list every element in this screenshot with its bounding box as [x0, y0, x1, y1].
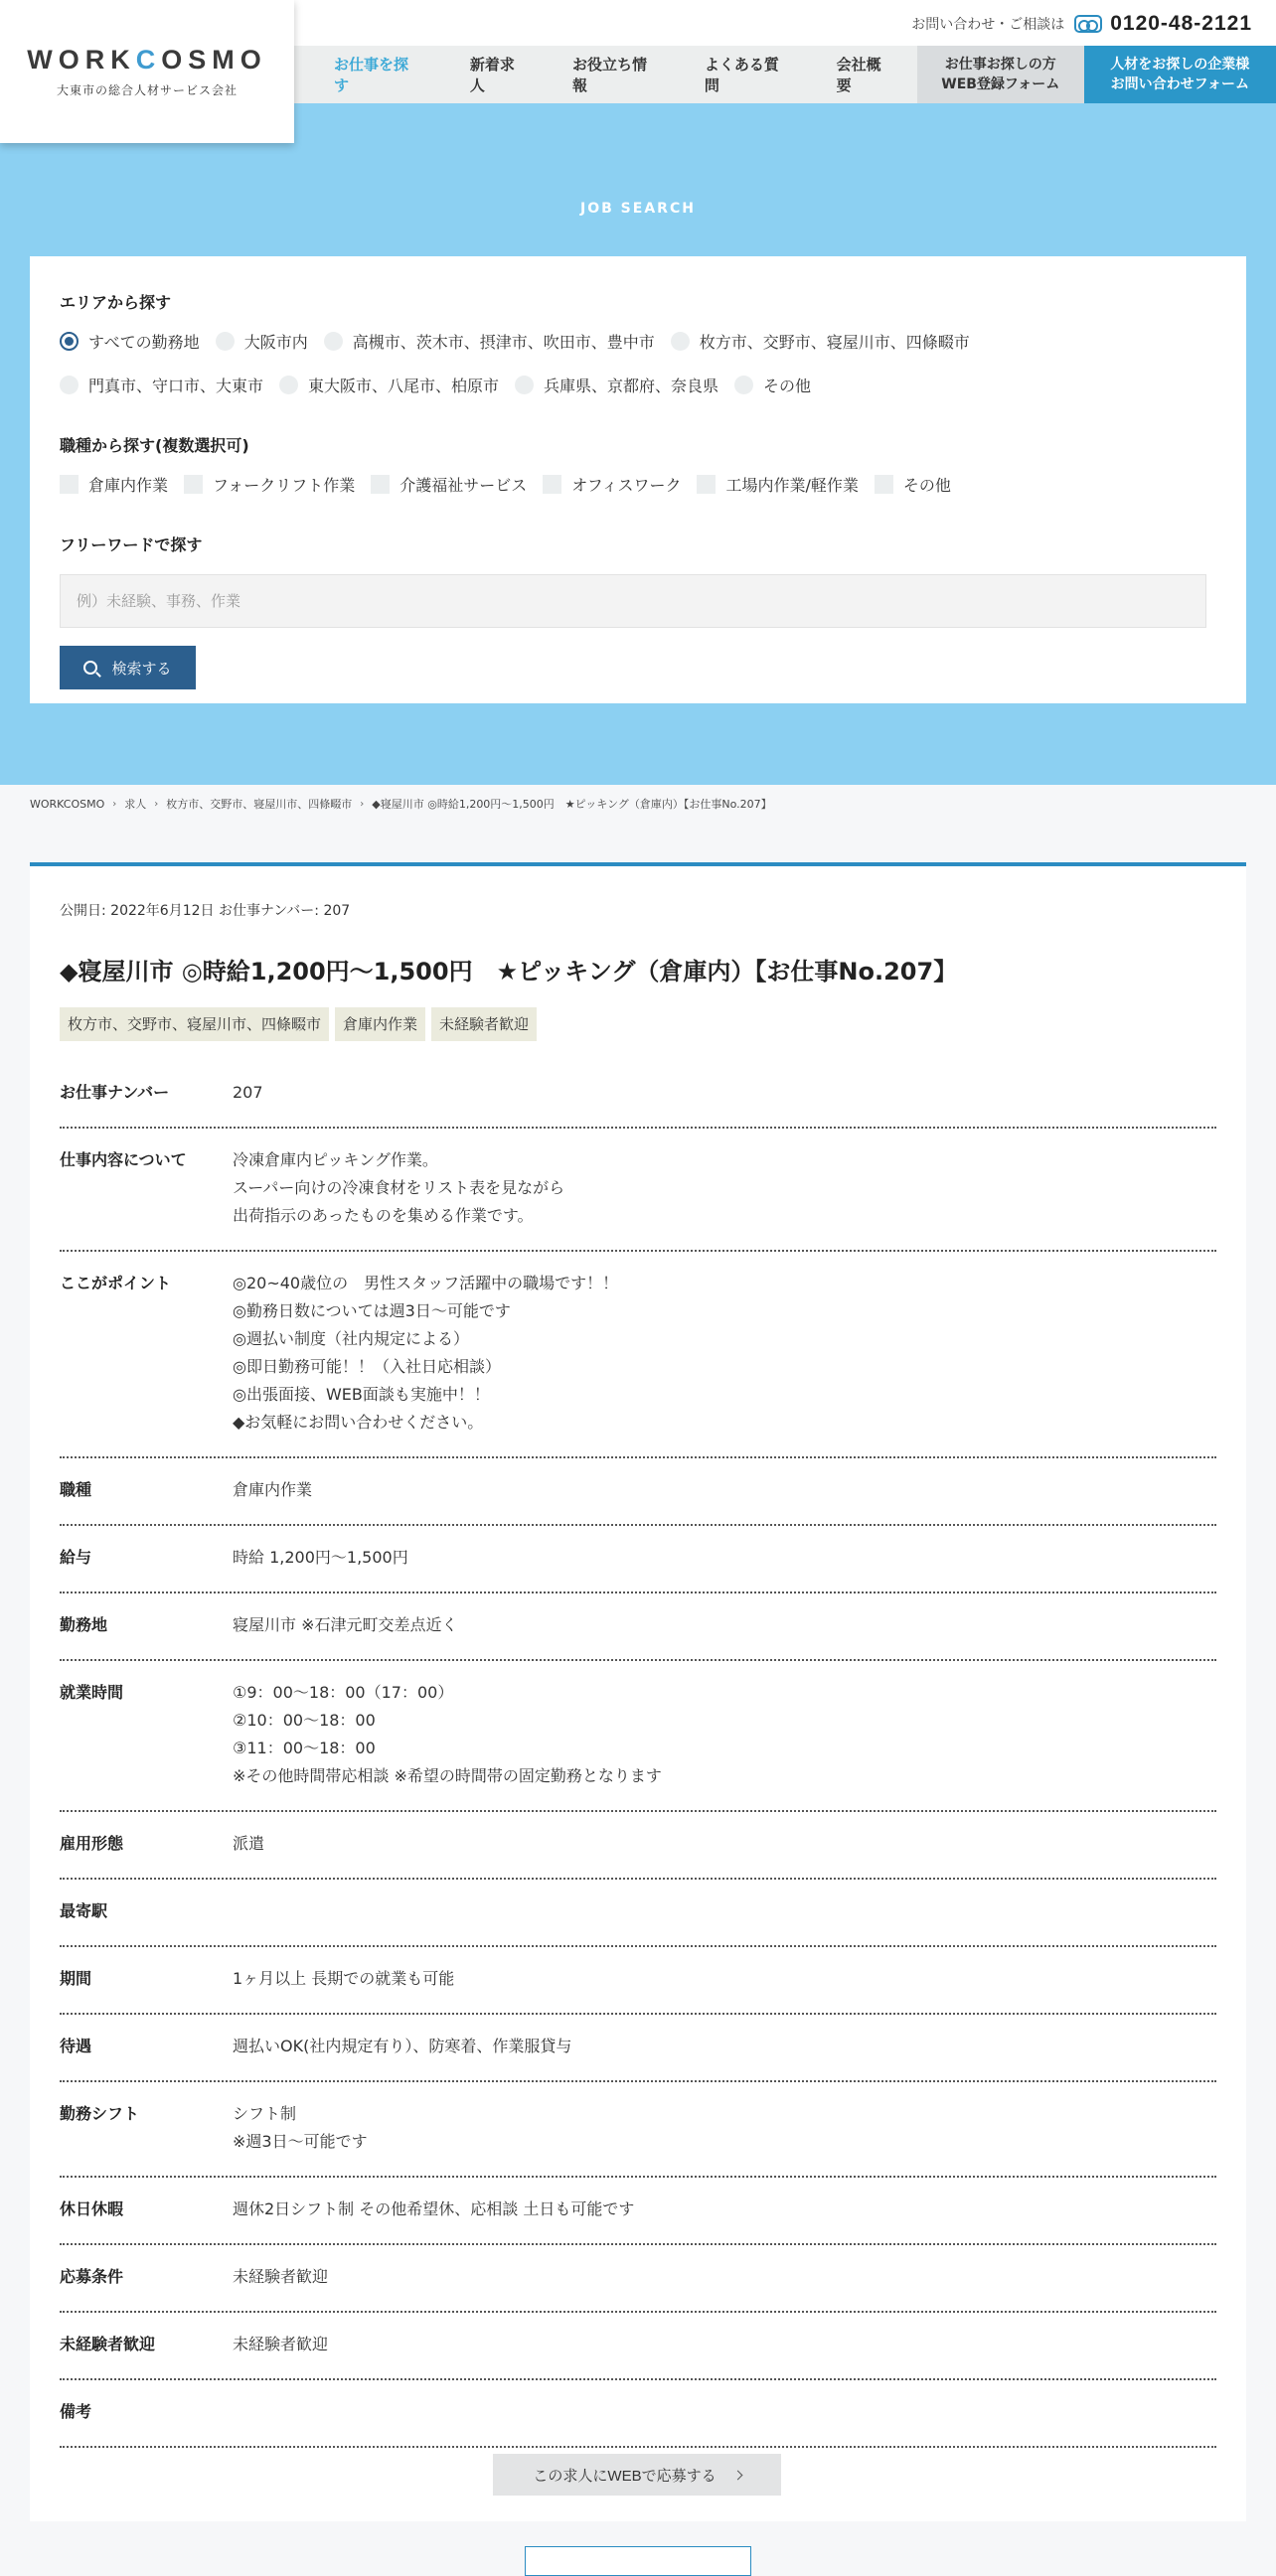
detail-row-points: ここがポイント ◎20~40歳位の 男性スタッフ活躍中の職場です！！ ◎勤務日数については週3日〜可能です ◎週払い制度（社内規定による） ◎即日勤務可能！！（入社日応相談） ◎出張面接、WEB面談も実施中！！ ◆お気軽にお問い合わせください。 — [60, 1252, 1216, 1458]
area-option-takatsuki[interactable]: 高槻市、茨木市、摂津市、吹田市、豊中市 — [324, 330, 655, 353]
tag-job-type[interactable]: 倉庫内作業 — [335, 1007, 425, 1041]
nav-company-contact[interactable]: 人材をお探しの企業様 お問い合わせフォーム — [1084, 46, 1276, 103]
site-header — [0, 0, 1276, 103]
job-title: ◆寝屋川市 ◎時給1,200円〜1,500円 ★ピッキング（倉庫内）【お仕事No.207】 — [60, 958, 958, 985]
detail-row-requirements: 応募条件 未経験者歓迎 — [60, 2245, 1216, 2313]
tag-area[interactable]: 枚方市、交野市、寝屋川市、四條畷市 — [60, 1007, 329, 1041]
job-type-forklift[interactable]: フォークリフト作業 — [184, 473, 355, 496]
job-tags — [60, 1007, 543, 1041]
job-search-section — [0, 103, 1276, 785]
main-nav — [294, 46, 1276, 103]
keyword-title: フリーワードで探す — [60, 535, 203, 554]
logo-tagline: 大東市の総合人材サービス会社 — [56, 83, 238, 97]
chevron-right-icon: › — [112, 798, 117, 810]
job-type-row — [60, 473, 967, 496]
detail-row-period: 期間 1ヶ月以上 長期での就業も可能 — [60, 1947, 1216, 2015]
detail-row-holidays: 休日休暇 週休2日シフト制 その他希望休、応相談 土日も可能です — [60, 2178, 1216, 2245]
search-icon — [83, 661, 97, 675]
detail-row-employment: 雇用形態 派遣 — [60, 1812, 1216, 1880]
area-row-2 — [60, 374, 827, 396]
area-option-higashiosaka[interactable]: 東大阪市、八尾市、柏原市 — [279, 374, 499, 396]
breadcrumb-jobs[interactable]: 求人 — [124, 798, 147, 811]
phone-number[interactable]: 0120-48-2121 — [1110, 12, 1252, 35]
breadcrumb-current: ◆寝屋川市 ◎時給1,200円〜1,500円 ★ピッキング（倉庫内）【お仕事No.207】 — [372, 798, 772, 811]
section-label: JOB SEARCH — [580, 201, 696, 217]
site-logo[interactable] — [0, 0, 294, 143]
area-option-osaka[interactable]: 大阪市内 — [216, 330, 308, 353]
tag-inexperienced[interactable]: 未経験者歓迎 — [431, 1007, 537, 1041]
area-row-1 — [60, 330, 986, 353]
area-option-hirakata[interactable]: 枚方市、交野市、寝屋川市、四條畷市 — [671, 330, 970, 353]
radio-icon[interactable] — [515, 376, 534, 394]
search-panel — [30, 256, 1246, 703]
detail-row-inexperienced: 未経験者歓迎 未経験者歓迎 — [60, 2313, 1216, 2380]
checkbox-icon[interactable] — [371, 475, 390, 494]
detail-row-shift: 勤務シフト シフト制 ※週3日〜可能です — [60, 2082, 1216, 2178]
checkbox-icon[interactable] — [875, 475, 893, 494]
chevron-right-icon — [732, 2470, 742, 2480]
search-button[interactable]: 検索する — [60, 646, 196, 689]
checkbox-icon[interactable] — [543, 475, 561, 494]
job-type-office[interactable]: オフィスワーク — [543, 473, 681, 496]
nav-find-job[interactable]: お仕事を探す — [334, 56, 409, 94]
contact-label: お問い合わせ・ご相談は — [911, 17, 1065, 33]
job-detail-table — [60, 1061, 1216, 2448]
chevron-right-icon: › — [360, 798, 365, 810]
area-option-hyogo[interactable]: 兵庫県、京都府、奈良県 — [515, 374, 718, 396]
radio-icon[interactable] — [734, 376, 753, 394]
job-type-care[interactable]: 介護福祉サービス — [371, 473, 527, 496]
job-type-other[interactable]: その他 — [875, 473, 951, 496]
area-option-all[interactable]: すべての勤務地 — [60, 330, 200, 353]
job-meta: 公開日: 2022年6月12日 お仕事ナンバー: 207 — [60, 903, 351, 919]
radio-icon[interactable] — [324, 332, 343, 351]
logo-wordmark: WORK C OSMO — [27, 45, 267, 75]
area-option-kadoma[interactable]: 門真市、守口市、大東市 — [60, 374, 263, 396]
radio-selected-icon[interactable] — [60, 332, 79, 351]
nav-new-jobs[interactable]: 新着求人 — [469, 56, 515, 94]
apply-web-button[interactable]: この求人にWEBで応募する — [493, 2454, 781, 2496]
checkbox-icon[interactable] — [60, 475, 79, 494]
detail-row-description: 仕事内容について 冷凍倉庫内ピッキング作業。 スーパー向けの冷凍食材をリスト表を見ながら 出荷指示のあったものを集める作業です。 — [60, 1129, 1216, 1252]
freedial-icon — [1074, 15, 1102, 33]
radio-icon[interactable] — [279, 376, 298, 394]
breadcrumb-area[interactable]: 枚方市、交野市、寝屋川市、四條畷市 — [166, 798, 353, 811]
job-type-title: 職種から探す(複数選択可) — [60, 436, 249, 455]
nav-company[interactable]: 会社概要 — [836, 56, 881, 94]
area-option-other[interactable]: その他 — [734, 374, 811, 396]
detail-row-hours: 就業時間 ①9：00〜18：00（17：00） ②10：00〜18：00 ③11：00〜18：00 ※その他時間帯応相談 ※希望の時間帯の固定勤務となります — [60, 1661, 1216, 1812]
nav-web-registration[interactable]: お仕事お探しの方 WEB登録フォーム — [917, 46, 1084, 103]
checkbox-icon[interactable] — [697, 475, 716, 494]
detail-row-benefits: 待遇 週払いOK(社内規定有り）、防寒着、作業服貸与 — [60, 2015, 1216, 2082]
area-title: エリアから探す — [60, 293, 172, 312]
detail-row-job-type: 職種 倉庫内作業 — [60, 1458, 1216, 1526]
radio-icon[interactable] — [216, 332, 235, 351]
breadcrumb — [30, 795, 772, 813]
nav-faq[interactable]: よくある質問 — [704, 56, 779, 94]
detail-row-job-number: お仕事ナンバー 207 — [60, 1061, 1216, 1129]
chevron-right-icon: › — [154, 798, 159, 810]
detail-row-salary: 給与 時給 1,200円〜1,500円 — [60, 1526, 1216, 1593]
radio-icon[interactable] — [671, 332, 690, 351]
nav-useful-info[interactable]: お役立ち情報 — [572, 56, 648, 94]
checkbox-icon[interactable] — [184, 475, 203, 494]
keyword-input[interactable] — [60, 574, 1206, 628]
logo-accent-letter: C — [135, 45, 162, 75]
radio-icon[interactable] — [60, 376, 79, 394]
detail-row-notes: 備考 — [60, 2380, 1216, 2448]
contact-line — [911, 10, 1252, 38]
detail-row-station: 最寄駅 — [60, 1880, 1216, 1947]
job-type-warehouse[interactable]: 倉庫内作業 — [60, 473, 168, 496]
job-detail-card — [30, 862, 1246, 2521]
detail-row-location: 勤務地 寝屋川市 ※石津元町交差点近く — [60, 1593, 1216, 1661]
job-type-factory[interactable]: 工場内作業/軽作業 — [697, 473, 858, 496]
breadcrumb-home[interactable]: WORKCOSMO — [30, 797, 105, 811]
